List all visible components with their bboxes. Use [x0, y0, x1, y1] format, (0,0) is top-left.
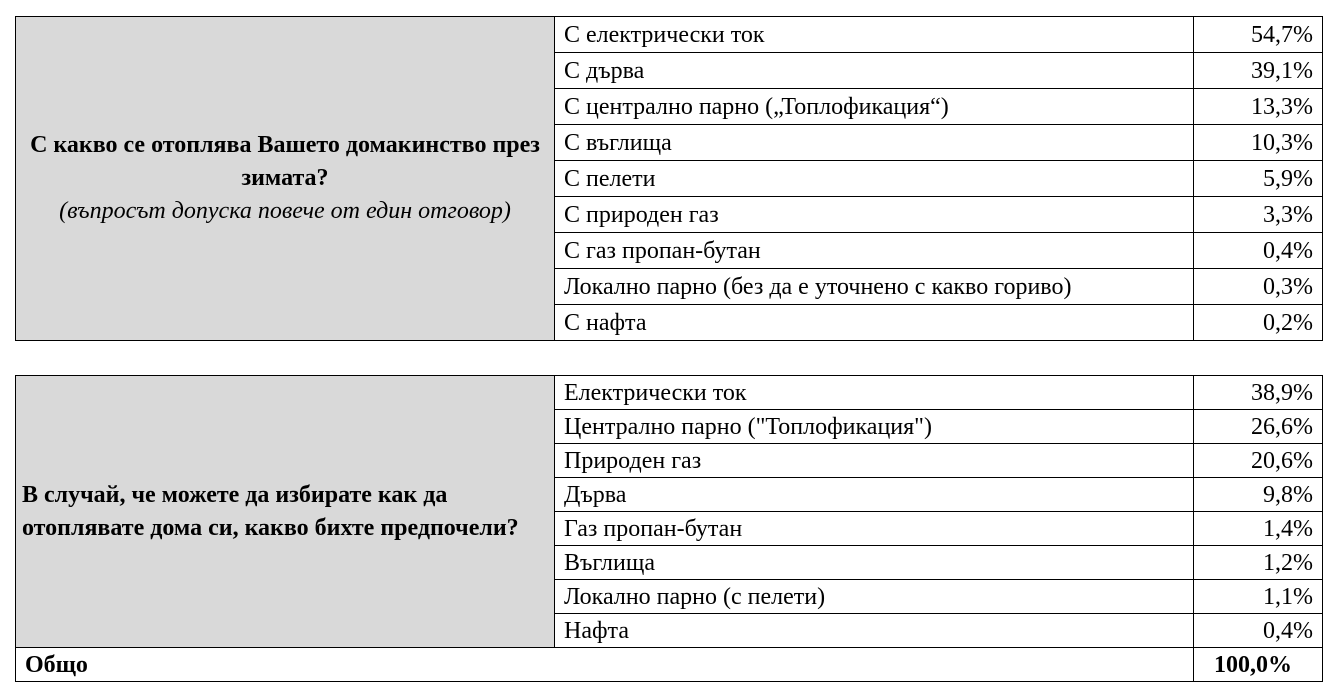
answer-value: 1,1% [1194, 580, 1323, 614]
answer-label: Локално парно (без да е уточнено с какво гориво) [555, 269, 1194, 305]
answer-value: 1,2% [1194, 546, 1323, 580]
answer-value: 10,3% [1194, 125, 1323, 161]
total-row [16, 648, 1323, 682]
answer-label: Електрически ток [555, 376, 1194, 410]
answer-label: Въглища [555, 546, 1194, 580]
answer-label: Природен газ [555, 444, 1194, 478]
heating-current-table [15, 16, 1323, 341]
answer-label: Локално парно (с пелети) [555, 580, 1194, 614]
answer-label: С въглища [555, 125, 1194, 161]
answer-label: Централно парно ("Топлофикация") [555, 410, 1194, 444]
question-note: (въпросът допуска повече от един отговор) [59, 198, 511, 224]
answer-label: Газ пропан-бутан [555, 512, 1194, 546]
total-value: 100,0% [1194, 648, 1323, 682]
answer-value: 13,3% [1194, 89, 1323, 125]
answer-label: С електрически ток [555, 17, 1194, 53]
heating-preferred-table [15, 375, 1323, 682]
answer-label: С централно парно („Топлофикация“) [555, 89, 1194, 125]
answer-value: 3,3% [1194, 197, 1323, 233]
answer-value: 1,4% [1194, 512, 1323, 546]
question-cell [16, 17, 555, 341]
answer-value: 5,9% [1194, 161, 1323, 197]
answer-value: 54,7% [1194, 17, 1323, 53]
question-cell [16, 376, 555, 648]
question-text: В случай, че можете да избирате как да отоплявате дома си, какво бихте предпочели? [22, 481, 519, 541]
answer-value: 20,6% [1194, 444, 1323, 478]
answer-value: 38,9% [1194, 376, 1323, 410]
answer-value: 26,6% [1194, 410, 1323, 444]
answer-value: 0,3% [1194, 269, 1323, 305]
total-label: Общо [16, 648, 1194, 682]
question-text: С какво се отоплява Вашето домакинство през зимата? [30, 132, 540, 191]
table-row [16, 376, 1323, 410]
answer-value: 0,2% [1194, 305, 1323, 341]
answer-label: Нафта [555, 614, 1194, 648]
answer-label: С нафта [555, 305, 1194, 341]
answer-value: 9,8% [1194, 478, 1323, 512]
answer-value: 0,4% [1194, 233, 1323, 269]
answer-label: С природен газ [555, 197, 1194, 233]
answer-label: С дърва [555, 53, 1194, 89]
table-row [16, 17, 1323, 53]
answer-label: С пелети [555, 161, 1194, 197]
answer-label: С газ пропан-бутан [555, 233, 1194, 269]
answer-value: 39,1% [1194, 53, 1323, 89]
answer-value: 0,4% [1194, 614, 1323, 648]
answer-label: Дърва [555, 478, 1194, 512]
